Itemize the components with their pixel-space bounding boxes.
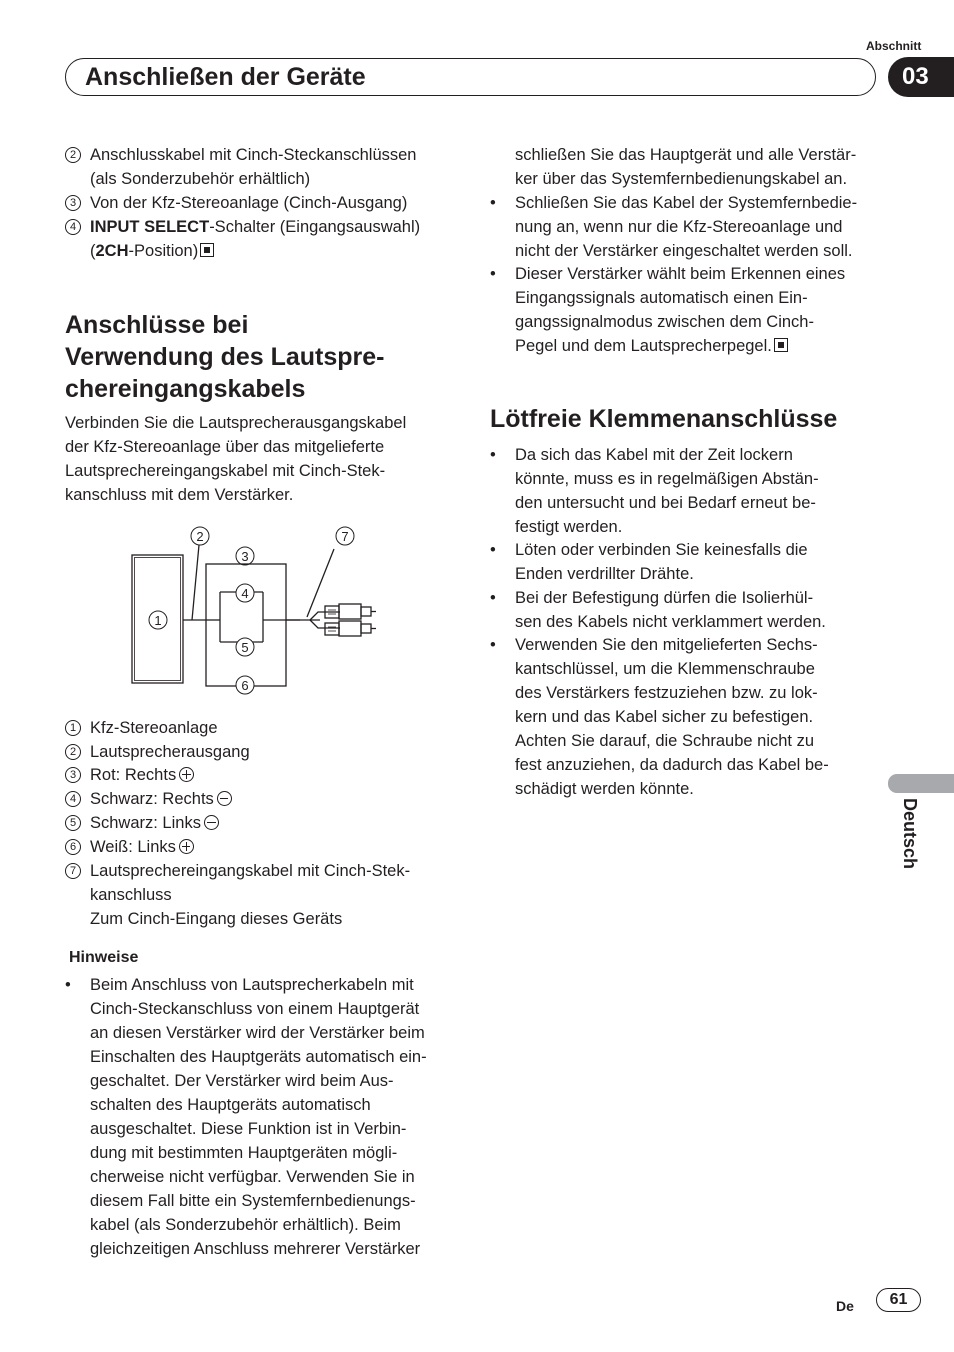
- callout-1: 1: [154, 613, 162, 628]
- bullet-line: Da sich das Kabel mit der Zeit lockern: [515, 446, 793, 464]
- note-line: dung mit bestimmten Hauptgeräten mögli-: [90, 1144, 398, 1162]
- list-item-text: -Schalter (Eingangsauswahl): [209, 218, 421, 236]
- bullet-icon: •: [490, 636, 496, 654]
- legend-text: Lautsprecherausgang: [90, 743, 250, 761]
- legend-item: [65, 740, 465, 764]
- note-line: schließen Sie das Hauptgerät und alle Verstär-: [515, 146, 857, 164]
- bullet-line: Enden verdrillter Drähte.: [515, 565, 694, 583]
- legend-text: Schwarz: Links: [90, 814, 201, 832]
- note-line: Pegel und dem Lautsprecherpegel.: [515, 337, 772, 355]
- callout-number: 2: [65, 147, 81, 163]
- heading-line: chereingangskabels: [65, 375, 306, 403]
- language-code: De: [836, 1298, 854, 1314]
- note-line: an diesen Verstärker wird der Verstärker beim: [90, 1024, 425, 1042]
- callout-number: 4: [65, 791, 81, 807]
- bullet-item: [490, 586, 885, 634]
- paragraph-line: Verbinden Sie die Lautsprecherausgangskabel: [65, 414, 407, 432]
- note-line: Eingangssignals automatisch einen Ein-: [515, 289, 808, 307]
- note-line: Einschalten des Hauptgeräts automatisch ein-: [90, 1048, 427, 1066]
- position-name: 2CH: [95, 242, 129, 260]
- heading-line: Anschlüsse bei: [65, 311, 249, 339]
- minus-icon: [217, 791, 232, 806]
- note-line: Dieser Verstärker wählt beim Erkennen eines: [515, 265, 846, 283]
- legend-text: Lautsprechereingangskabel mit Cinch-Stek-: [90, 862, 411, 880]
- bullet-item: [490, 443, 885, 539]
- abschnitt-label: Abschnitt: [866, 39, 922, 53]
- bullet-line: fest anzuziehen, da dadurch das Kabel be-: [515, 756, 829, 774]
- page-title: Anschließen der Geräte: [85, 63, 366, 91]
- note-line: nung an, wenn nur die Kfz-Stereoanlage und: [515, 218, 843, 236]
- heading-line: Verwendung des Lautspre-: [65, 343, 385, 371]
- paragraph-line: Lautsprechereingangskabel mit Cinch-Stek-: [65, 462, 386, 480]
- legend-item: [65, 716, 465, 740]
- callout-number: 3: [65, 195, 81, 211]
- callout-4: 4: [241, 586, 249, 601]
- bullet-line: Bei der Befestigung dürfen die Isolierhül-: [515, 589, 814, 607]
- bullet-icon: •: [490, 194, 496, 212]
- bullet-line: kern und das Kabel sicher zu befestigen.: [515, 708, 814, 726]
- bullet-line: kantschlüssel, um die Klemmenschraube: [515, 660, 815, 678]
- plus-icon: [179, 839, 194, 854]
- bullet-item: [490, 633, 885, 801]
- switch-name: INPUT SELECT: [90, 218, 210, 236]
- bullet-line: den untersucht und bei Bedarf erneut be-: [515, 494, 816, 512]
- legend-text: kanschluss: [90, 886, 172, 904]
- note-line: kabel (als Sonderzubehör erhältlich). Beim: [90, 1216, 401, 1234]
- list-item-text: (: [90, 242, 96, 260]
- callout-number: 3: [65, 767, 81, 783]
- note-line: schalten des Hauptgeräts automatisch: [90, 1096, 371, 1114]
- note-line: diesem Fall bitte ein Systemfernbedienungs-: [90, 1192, 416, 1210]
- bullet-item: [490, 538, 885, 586]
- paragraph-line: der Kfz-Stereoanlage über das mitgelieferte: [65, 438, 385, 456]
- callout-number: 1: [65, 720, 81, 736]
- note-line: Cinch-Steckanschluss von einem Hauptgerät: [90, 1000, 420, 1018]
- callout-2: 2: [196, 529, 204, 544]
- bullet-line: festigt werden.: [515, 518, 623, 536]
- paragraph-line: kanschluss mit dem Verstärker.: [65, 486, 294, 504]
- bullet-icon: •: [490, 541, 496, 559]
- note-continuation: [515, 143, 885, 191]
- callout-number: 2: [65, 744, 81, 760]
- minus-icon: [204, 815, 219, 830]
- bullet-icon: •: [490, 589, 496, 607]
- bullet-line: sen des Kabels nicht verklammert werden.: [515, 613, 826, 631]
- note-line: ker über das Systemfernbedienungskabel an.: [515, 170, 848, 188]
- legend-text: Weiß: Links: [90, 838, 176, 856]
- callout-number: 7: [65, 863, 81, 879]
- callout-6: 6: [241, 678, 249, 693]
- plus-icon: [179, 767, 194, 782]
- note-item: [490, 262, 885, 358]
- callout-number: 4: [65, 219, 81, 235]
- callout-7: 7: [341, 529, 349, 544]
- end-mark-icon: [774, 338, 788, 352]
- notes-heading: Hinweise: [69, 949, 139, 966]
- note-line: nicht der Verstärker eingeschaltet werden soll.: [515, 242, 853, 260]
- legend-item: [65, 787, 465, 811]
- end-mark-icon: [200, 243, 214, 257]
- legend-item: [65, 859, 465, 931]
- note-line: cherweise nicht verfügbar. Verwenden Sie in: [90, 1168, 415, 1186]
- bullet-icon: •: [490, 446, 496, 464]
- list-item-text: (als Sonderzubehör erhältlich): [90, 170, 311, 188]
- note-line: gleichzeitigen Anschluss mehrerer Verstärker: [90, 1240, 421, 1258]
- bullet-line: Achten Sie darauf, die Schraube nicht zu: [515, 732, 815, 750]
- connection-diagram: [120, 520, 390, 700]
- note-line: gangssignalmodus zwischen dem Cinch-: [515, 313, 814, 331]
- note-line: Schließen Sie das Kabel der Systemfernbedie-: [515, 194, 858, 212]
- bullet-line: schädigt werden könnte.: [515, 780, 694, 798]
- section-heading: [65, 309, 385, 405]
- list-item: [65, 215, 465, 263]
- note-item: [490, 191, 885, 263]
- section-number-badge: 03: [888, 57, 954, 97]
- bullet-line: des Verstärkers festzuziehen bzw. zu lok-: [515, 684, 818, 702]
- page-number: 61: [876, 1288, 921, 1312]
- bullet-line: Verwenden Sie den mitgelieferten Sechs-: [515, 636, 818, 654]
- legend-text: Schwarz: Rechts: [90, 790, 214, 808]
- legend-item: [65, 811, 465, 835]
- bullet-line: Löten oder verbinden Sie keinesfalls die: [515, 541, 808, 559]
- note-line: ausgeschaltet. Diese Funktion ist in Verbin-: [90, 1120, 407, 1138]
- bullet-icon: •: [490, 265, 496, 283]
- legend-item: [65, 835, 465, 859]
- note-line: geschaltet. Der Verstärker wird beim Aus-: [90, 1072, 394, 1090]
- list-item: [65, 191, 465, 215]
- side-tab-marker: [888, 774, 954, 793]
- bullet-line: könnte, muss es in regelmäßigen Abstän-: [515, 470, 819, 488]
- callout-3: 3: [241, 549, 249, 564]
- section-heading: Lötfreie Klemmenanschlüsse: [490, 405, 838, 433]
- list-item-text: Von der Kfz-Stereoanlage (Cinch-Ausgang): [90, 194, 408, 212]
- note-line: Beim Anschluss von Lautsprecherkabeln mit: [90, 976, 414, 994]
- callout-number: 5: [65, 815, 81, 831]
- note-item: [65, 973, 465, 1263]
- list-item-text: -Position): [128, 242, 199, 260]
- callout-5: 5: [241, 640, 249, 655]
- list-item: [65, 143, 465, 191]
- callout-number: 6: [65, 839, 81, 855]
- legend-text: Kfz-Stereoanlage: [90, 719, 218, 737]
- language-tab: Deutsch: [900, 798, 920, 870]
- legend-text: Rot: Rechts: [90, 766, 177, 784]
- legend-item: [65, 763, 465, 787]
- legend-text: Zum Cinch-Eingang dieses Geräts: [90, 910, 343, 928]
- bullet-icon: •: [65, 976, 71, 994]
- intro-paragraph: [65, 411, 465, 507]
- list-item-text: Anschlusskabel mit Cinch-Steckanschlüssen: [90, 146, 417, 164]
